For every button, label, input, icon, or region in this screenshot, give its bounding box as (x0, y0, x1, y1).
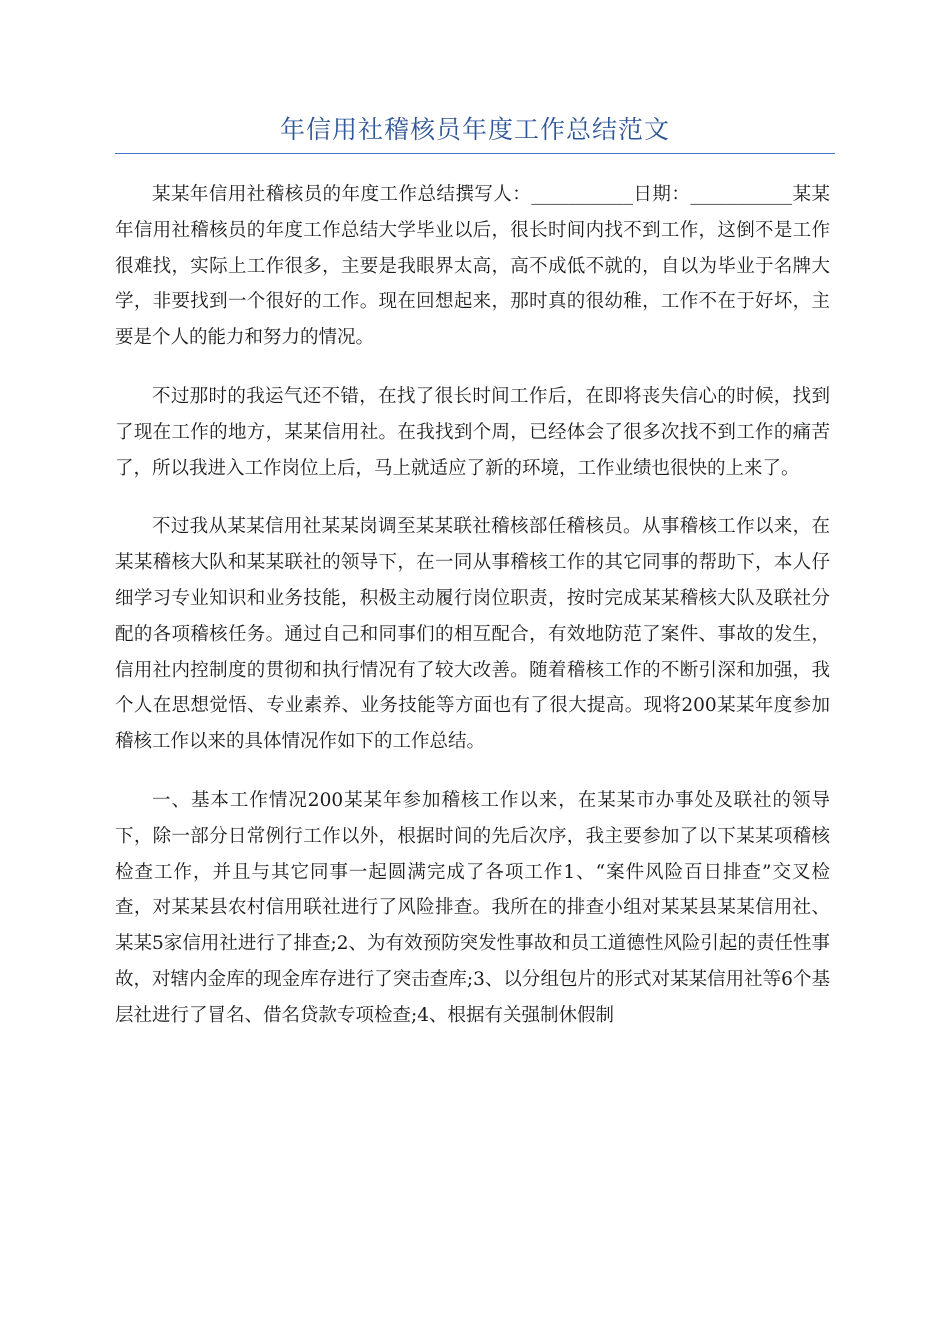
document-body (115, 177, 830, 1057)
document-title: 年信用社稽核员年度工作总结范文 (279, 115, 670, 144)
title-underline (115, 153, 835, 154)
paragraph-3: 不过我从某某信用社某某岗调至某某联社稽核部任稽核员。从事稽核工作以来，在某某稽核大队和某某联社的领导下，在一同从事稽核工作的其它同事的帮助下，本人仔细学习专业知识和业务技能，积极主动履行岗位职责，按时完成某某稽核大队及联社分配的各项稽核任务。通过自己和同事们的相互配合，有效地防范了案件、事故的发生，信用社内控制度的贯彻和执行情况有了较大改善。随着稽核工作的不断引深和加强，我个人在思想觉悟、专业素养、业务技能等方面也有了很大提高。现将200某某年度参加稽核工作以来的具体情况作如下的工作总结。 (115, 516, 830, 753)
paragraph-1: 某某年信用社稽核员的年度工作总结撰写人：___________日期：___________某某年信用社稽核员的年度工作总结大学毕业以后，很长时间内找不到工作，这倒不是工作很难找，实际上工作很多，主要是我眼界太高，高不成低不就的，自以为毕业于名牌大学，非要找到一个很好的工作。现在回想起来，那时真的很幼稚，工作不在于好坏，主要是个人的能力和努力的情况。 (115, 184, 830, 349)
paragraph-4: 一、基本工作情况200某某年参加稽核工作以来，在某某市办事处及联社的领导下，除一部分日常例行工作以外，根据时间的先后次序，我主要参加了以下某某项稽核检查工作，并且与其它同事一起圆满完成了各项工作1、“案件风险百日排查”交叉检查，对某某县农村信用联社进行了风险排查。我所在的排查小组对某某县某某信用社、某某5家信用社进行了排查;2、为有效预防突发性事故和员工道德性风险引起的责任性事故，对辖内金库的现金库存进行了突击查库;3、以分组包片的形式对某某信用社等6个基层社进行了冒名、借名贷款专项检查;4、根据有关强制休假制 (115, 789, 830, 1026)
paragraph-2: 不过那时的我运气还不错，在找了很长时间工作后，在即将丧失信心的时候，找到了现在工作的地方，某某信用社。在我找到个周，已经体会了很多次找不到工作的痛苦了，所以我进入工作岗位上后，马上就适应了新的环境，工作业绩也很快的上来了。 (115, 385, 830, 479)
